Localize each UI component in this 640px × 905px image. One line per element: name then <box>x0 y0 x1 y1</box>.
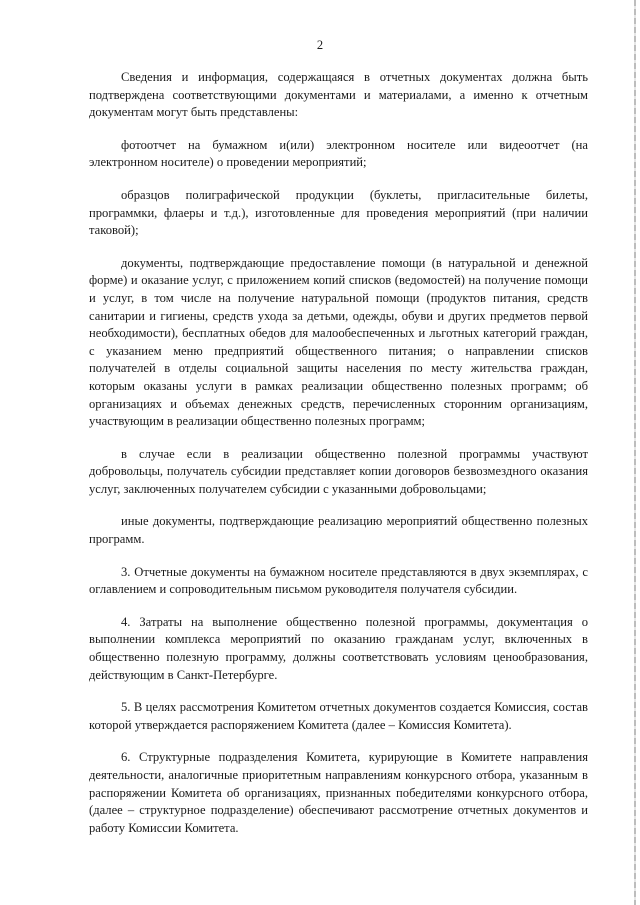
paragraph-item-4: 4. Затраты на выполнение общественно полезной программы, документация о выполнении комплекса мероприятий по оказанию гражданам услуг, включенных в общественно полезную программу, должны соответствовать условиям ценообразования, действующим в Санкт-Петербурге. <box>89 614 588 682</box>
paragraph-assistance-documents: документы, подтверждающие предоставление помощи (в натуральной и денежной форме) и оказание услуг, с приложением копий списков (ведомостей) на получение помощи и услуг, в том числе на получение натуральной помощи (продуктов питания, средств санитарии и гигиены, средств ухода за детьми, одежды, обуви и других предметов первой необходимости), бесплатных обедов для малообеспеченных и льготных категорий граждан, с указанием меню предприятий общественного питания; о направлении списков получателей в отделы социальной защиты населения по месту жительства граждан, которым оказаны услуги в рамках реализации общественно полезных программ; об организациях и объемах денежных средств, перечисленных сторонним организациям, участвующим в реализации общественно полезных программ; <box>89 255 588 429</box>
page-number: 2 <box>316 38 324 52</box>
paragraph-intro: Сведения и информация, содержащаяся в отчетных документах должна быть подтверждена соответствующими документами и материалами, а именно к отчетным документам могут быть представлены: <box>89 70 588 120</box>
paragraph-print-samples: образцов полиграфической продукции (буклеты, пригласительные билеты, программки, флаеры и т.д.), изготовленные для проведения мероприятий (при наличии таковой); <box>89 187 588 238</box>
scan-edge <box>634 0 636 905</box>
paragraph-other-documents: иные документы, подтверждающие реализацию мероприятий общественно полезных программ. <box>89 514 588 547</box>
paragraph-photo-report: фотоотчет на бумажном и(или) электронном носителе или видеоотчет (на электронном носителе) о проведении мероприятий; <box>89 137 588 170</box>
paragraph-item-5: 5. В целях рассмотрения Комитетом отчетных документов создается Комиссия, состав которой утверждается распоряжением Комитета (далее – Комиссия Комитета). <box>89 700 588 732</box>
paragraph-volunteers: в случае если в реализации общественно полезной программы участвуют добровольцы, получатель субсидии представляет копии договоров безвозмездного оказания услуг, заключенных получателем субсидии с указанными добровольцами; <box>89 446 588 496</box>
paragraph-item-6: 6. Структурные подразделения Комитета, курирующие в Комитете направления деятельности, аналогичные приоритетным направлениям конкурсного отбора, указанным в распоряжении Комитета об организациях, признанных победителями конкурсного отбора, (далее – структурное подразделение) обеспечивают рассмотрение отчетных документов и работу Комиссии Комитета. <box>89 750 588 835</box>
document-body <box>89 69 588 837</box>
paragraph-item-3: 3. Отчетные документы на бумажном носителе представляются в двух экземплярах, с оглавлением и сопроводительным письмом руководителя получателя субсидии. <box>89 564 588 597</box>
